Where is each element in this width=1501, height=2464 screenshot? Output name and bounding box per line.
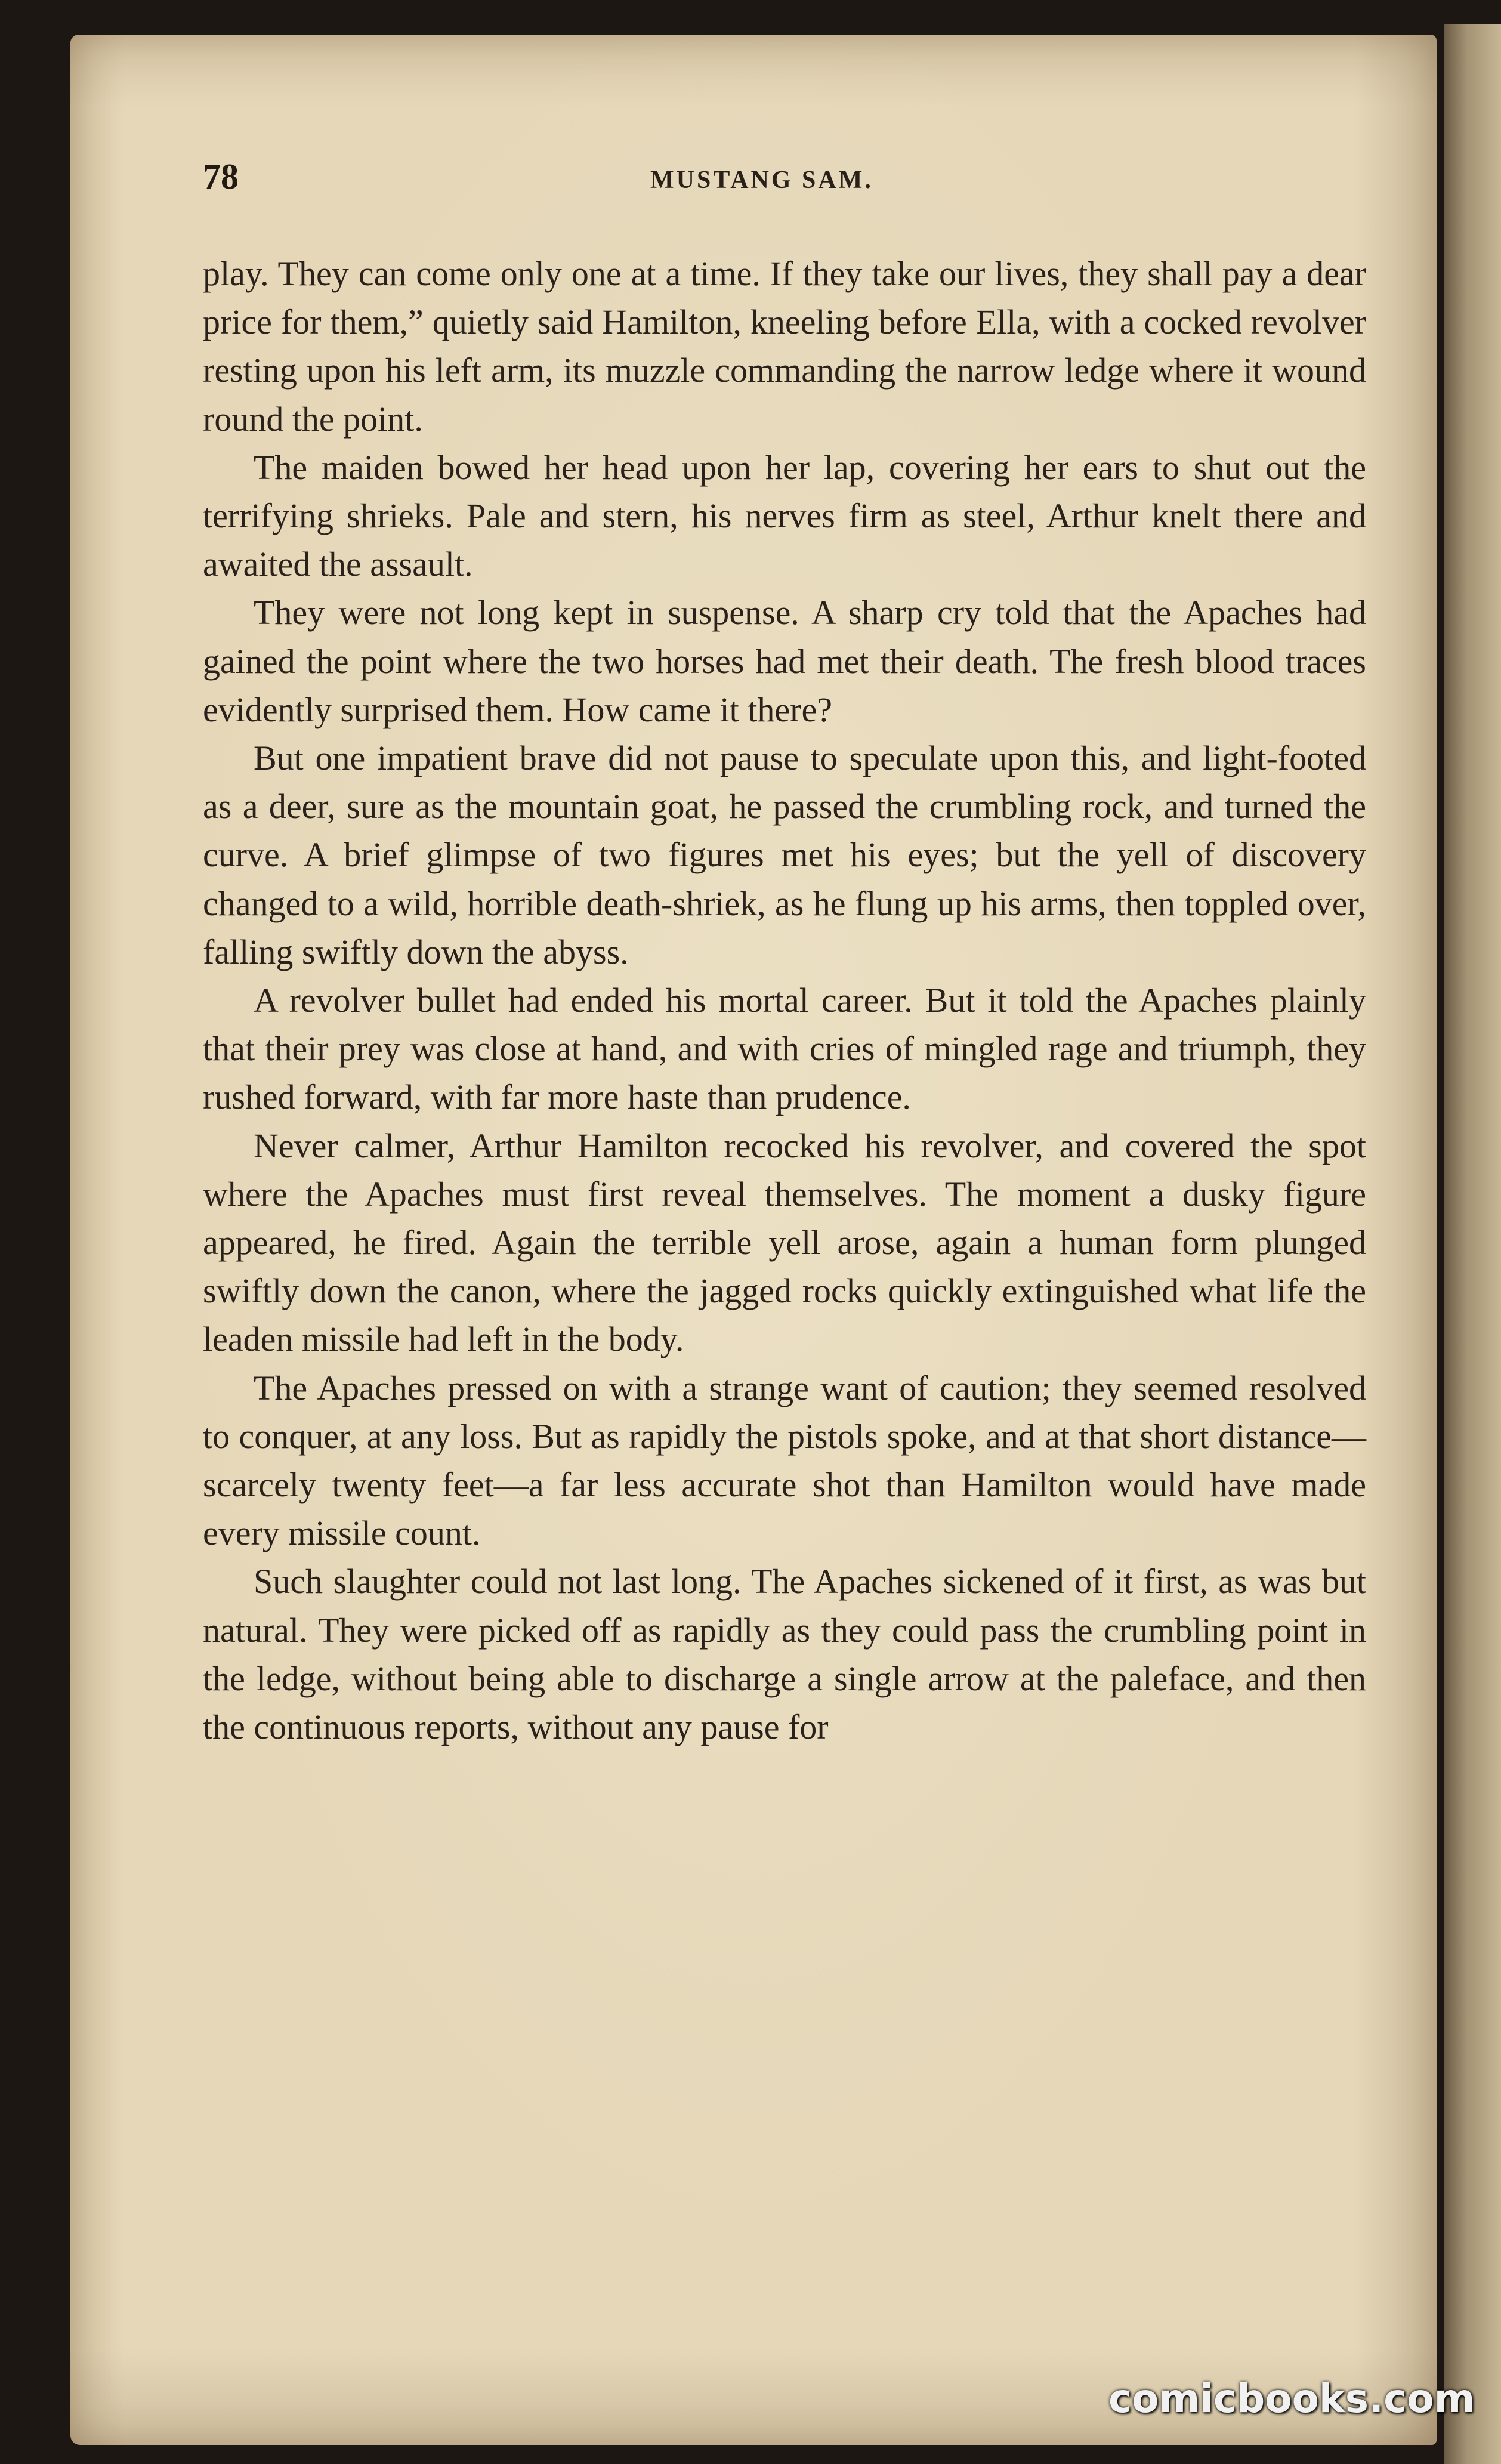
paragraph: They were not long kept in suspense. A sharp cry told that the Apaches had gained the point where the two horses had met their death. The fresh blood traces evidently surprised them. How came it there?: [203, 593, 1366, 729]
paragraph: Never calmer, Arthur Hamilton recocked his revolver, and covered the spot where the Apaches must first reveal themselves. The moment a dusky figure appeared, he fired. Again the terrible yell arose, again a human form plunged swiftly down the canon, where the jagged rocks quickly extinguished what life the leaden missile had left in the body.: [203, 1126, 1366, 1359]
page-number: 78: [203, 157, 239, 196]
paragraph: The maiden bowed her head upon her lap, covering her ears to shut out the terrifying shrieks. Pale and stern, his nerves firm as steel, Arthur knelt there and awaited the assault.: [203, 447, 1366, 584]
paragraph: But one impatient brave did not pause to speculate upon this, and light-footed as a deer, sure as the mountain goat, he passed the crumbling rock, and turned the curve. A brief glimpse of two figures met his eyes; but the yell of discovery changed to a wild, horrible death-shriek, as he flung up his arms, then toppled over, falling swiftly down the abyss.: [203, 739, 1366, 971]
paragraph: Such slaughter could not last long. The Apaches sickened of it first, as was but natural. They were picked off as rapidly as they could pass the crumbling point in the ledge, without being able to discharge a single arrow at the paleface, and then the continuous reports, without any pause for: [203, 1562, 1366, 1747]
running-title: MUSTANG SAM.: [650, 166, 873, 194]
site-watermark: comicbooks.com: [1108, 2376, 1475, 2422]
facing-page-edge: [1444, 24, 1501, 2464]
paragraph: play. They can come only one at a time. If they take our lives, they shall pay a dear price for them,” quietly said Hamilton, kneeling before Ella, with a cocked revolver resting upon his left arm, its muzzle commanding the narrow ledge where it wound round the point.: [203, 254, 1366, 439]
paragraph: A revolver bullet had ended his mortal career. But it told the Apaches plainly that their prey was close at hand, and with cries of mingled rage and triumph, they rushed forward, with far more haste than prudence.: [203, 981, 1366, 1117]
body-text: [203, 249, 1366, 1751]
paragraph: The Apaches pressed on with a strange want of caution; they seemed resolved to conquer, at any loss. But as rapidly the pistols spoke, and at that short distance—scarcely twenty feet—a far less accurate shot than Hamilton would have made every missile count.: [203, 1368, 1366, 1553]
